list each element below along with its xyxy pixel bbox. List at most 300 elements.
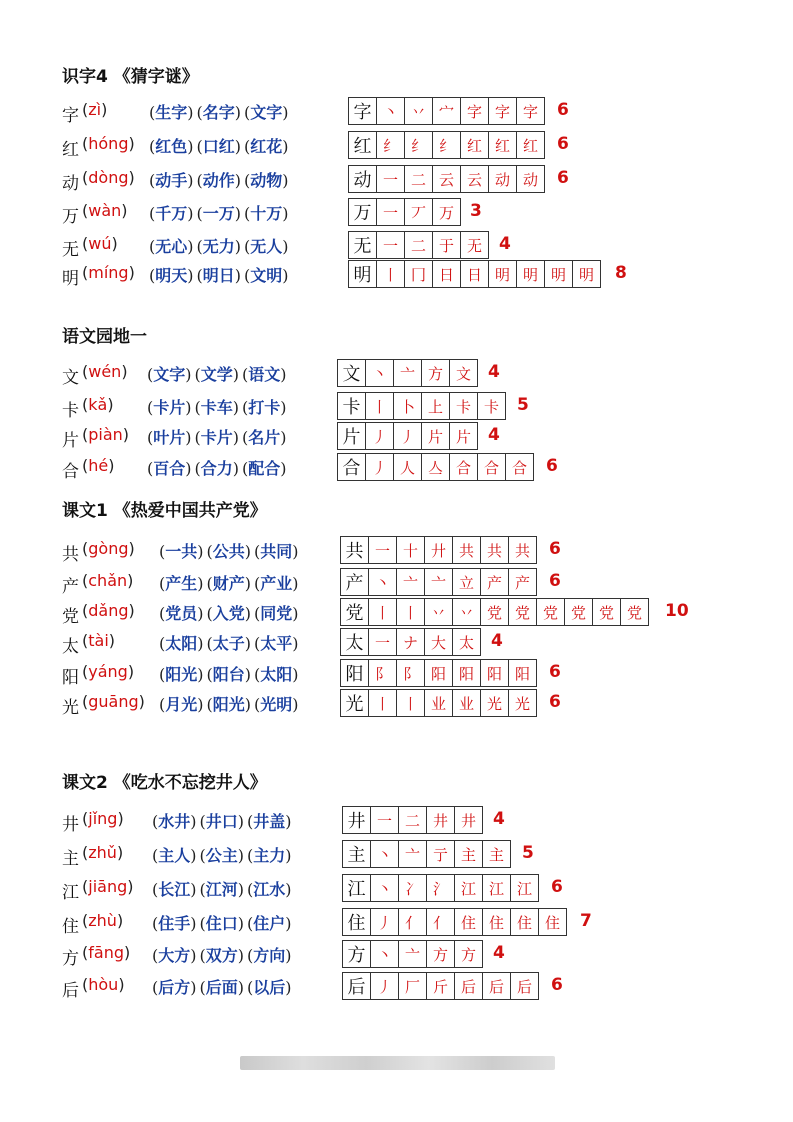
stroke-step: [405, 199, 433, 225]
stroke-step: [399, 909, 427, 935]
stroke-glyph: 厂: [404, 977, 420, 996]
stroke-grid: [342, 972, 539, 1000]
pinyin: (hé): [82, 456, 115, 475]
stroke-grid: [340, 598, 649, 626]
stroke-glyph: 业: [458, 694, 474, 713]
stroke-glyph: 立: [458, 573, 474, 592]
grid-char: [349, 166, 377, 192]
hanzi: 动: [62, 174, 79, 194]
stroke-glyph: 阳: [345, 664, 364, 685]
hanzi: 卡: [62, 401, 79, 421]
hanzi: 共: [62, 545, 79, 565]
stroke-count: 4: [499, 234, 511, 254]
word-list: (主人) (公主) (主力): [152, 846, 292, 865]
pinyin-text: tài: [88, 631, 109, 650]
stroke-step: [425, 599, 453, 625]
stroke-grid: [342, 840, 511, 868]
stroke-step: [483, 973, 511, 999]
stroke-step: [397, 629, 425, 655]
stroke-step: [517, 98, 545, 124]
word: 文字: [153, 365, 186, 384]
stroke-step: [539, 909, 567, 935]
word-list: (住手) (住口) (住户): [152, 914, 292, 933]
stroke-step: [489, 261, 517, 287]
stroke-glyph: 字: [466, 102, 482, 121]
stroke-step: [489, 98, 517, 124]
stroke-glyph: 光: [486, 694, 502, 713]
stroke-glyph: 字: [494, 102, 510, 121]
word: 大方: [158, 946, 191, 965]
stroke-count: 6: [557, 134, 569, 154]
stroke-glyph: 红: [522, 136, 538, 155]
pinyin: (jǐng): [82, 809, 124, 828]
stroke-step: [593, 599, 621, 625]
stroke-step: [455, 807, 483, 833]
stroke-glyph: 丶: [376, 845, 392, 864]
stroke-glyph: 住: [516, 913, 532, 932]
stroke-glyph: 丷: [430, 603, 446, 622]
stroke-glyph: 日: [438, 265, 454, 284]
stroke-step: [481, 537, 509, 563]
word: 生字: [155, 103, 188, 122]
pinyin-text: dǎng: [88, 601, 129, 620]
word: 同党: [260, 604, 293, 623]
word-list: (月光) (阳光) (光明): [159, 695, 299, 714]
char-row: [62, 908, 762, 938]
pinyin: (jiāng): [82, 877, 134, 896]
stroke-glyph: 丶: [374, 573, 390, 592]
stroke-glyph: 云: [466, 170, 482, 189]
word: 名片: [248, 428, 281, 447]
stroke-glyph: 太: [458, 633, 474, 652]
stroke-glyph: 一: [374, 541, 390, 560]
word: 配合: [248, 459, 281, 478]
grid-char: [343, 909, 371, 935]
stroke-glyph: 井: [347, 811, 366, 832]
stroke-step: [371, 875, 399, 901]
stroke-glyph: 二: [410, 170, 426, 189]
word: 红色: [155, 137, 188, 156]
grid-char: [338, 393, 366, 419]
char-row: [62, 231, 762, 261]
char-row: [62, 165, 762, 195]
stroke-glyph: 卡: [342, 397, 361, 418]
word: 后面: [205, 978, 238, 997]
hanzi: 党: [62, 607, 79, 627]
stroke-step: [453, 690, 481, 716]
stroke-step: [405, 98, 433, 124]
stroke-step: [450, 360, 478, 386]
hanzi: 红: [62, 140, 79, 160]
word-list: (党员) (入党) (同党): [159, 604, 299, 623]
stroke-glyph: 丨: [402, 603, 418, 622]
stroke-count: 6: [551, 877, 563, 897]
stroke-step: [481, 569, 509, 595]
stroke-glyph: 动: [494, 170, 510, 189]
stroke-glyph: 一: [382, 170, 398, 189]
stroke-glyph: 卡: [455, 397, 471, 416]
word: 名字: [202, 103, 235, 122]
stroke-step: [565, 599, 593, 625]
char-row: [62, 940, 762, 970]
stroke-glyph: 一: [376, 811, 392, 830]
word-list: (水井) (井口) (井盖): [152, 812, 292, 831]
pinyin-text: zhǔ: [88, 843, 117, 862]
word: 公主: [205, 846, 238, 865]
word: 无力: [202, 237, 235, 256]
stroke-glyph: 片: [455, 427, 471, 446]
stroke-step: [433, 232, 461, 258]
stroke-grid: [337, 453, 534, 481]
stroke-step: [489, 166, 517, 192]
stroke-glyph: 党: [345, 603, 364, 624]
stroke-glyph: 住: [347, 913, 366, 934]
pinyin-text: zì: [88, 100, 102, 119]
stroke-grid: [348, 97, 545, 125]
pinyin-text: jǐng: [88, 809, 118, 828]
stroke-step: [371, 841, 399, 867]
stroke-step: [453, 537, 481, 563]
stroke-glyph: 合: [483, 458, 499, 477]
stroke-glyph: 丿: [399, 427, 415, 446]
stroke-step: [371, 909, 399, 935]
hanzi: 合: [62, 462, 79, 482]
stroke-step: [425, 569, 453, 595]
pinyin: (hòu): [82, 975, 125, 994]
stroke-glyph: 党: [570, 603, 586, 622]
stroke-count: 6: [546, 456, 558, 476]
stroke-step: [483, 841, 511, 867]
stroke-step: [371, 941, 399, 967]
grid-char: [341, 599, 369, 625]
stroke-count: 3: [470, 201, 482, 221]
hanzi: 无: [62, 240, 79, 260]
stroke-step: [483, 909, 511, 935]
stroke-step: [394, 360, 422, 386]
stroke-glyph: 明: [353, 265, 372, 286]
stroke-glyph: 动: [522, 170, 538, 189]
stroke-step: [517, 166, 545, 192]
stroke-glyph: 住: [488, 913, 504, 932]
stroke-glyph: 亠: [404, 945, 420, 964]
hanzi: 字: [62, 106, 79, 126]
stroke-count: 6: [549, 571, 561, 591]
stroke-step: [455, 909, 483, 935]
stroke-glyph: 冫: [404, 879, 420, 898]
grid-char: [343, 841, 371, 867]
grid-char: [341, 690, 369, 716]
pinyin-text: piàn: [88, 425, 123, 444]
stroke-glyph: 后: [460, 977, 476, 996]
stroke-glyph: 片: [427, 427, 443, 446]
stroke-step: [489, 132, 517, 158]
word: 主人: [158, 846, 191, 865]
stroke-step: [433, 98, 461, 124]
stroke-step: [399, 807, 427, 833]
word: 太阳: [260, 665, 293, 684]
word: 住户: [253, 914, 286, 933]
word: 太平: [260, 634, 293, 653]
pinyin-text: wén: [88, 362, 122, 381]
stroke-glyph: 后: [488, 977, 504, 996]
stroke-step: [453, 599, 481, 625]
stroke-grid: [337, 359, 478, 387]
word: 动手: [155, 171, 188, 190]
stroke-glyph: 日: [466, 265, 482, 284]
stroke-step: [405, 132, 433, 158]
stroke-step: [481, 660, 509, 686]
stroke-step: [509, 599, 537, 625]
stroke-glyph: 业: [430, 694, 446, 713]
word: 红花: [250, 137, 283, 156]
stroke-glyph: 云: [438, 170, 454, 189]
stroke-glyph: 丶: [382, 102, 398, 121]
stroke-glyph: 井: [432, 811, 448, 830]
char-row: [62, 260, 762, 290]
stroke-grid: [340, 689, 537, 717]
stroke-glyph: 方: [427, 364, 443, 383]
stroke-step: [377, 232, 405, 258]
hanzi: 江: [62, 883, 79, 903]
stroke-glyph: 氵: [432, 879, 448, 898]
stroke-count: 4: [488, 362, 500, 382]
stroke-glyph: 主: [488, 845, 504, 864]
pinyin-text: hòu: [88, 975, 119, 994]
word: 财产: [212, 574, 245, 593]
stroke-glyph: 主: [347, 845, 366, 866]
pinyin: (gòng): [82, 539, 135, 558]
stroke-glyph: 亻: [432, 913, 448, 932]
stroke-step: [369, 690, 397, 716]
grid-char: [349, 199, 377, 225]
stroke-glyph: 产: [345, 573, 364, 594]
word: 文学: [200, 365, 233, 384]
char-row: [62, 840, 762, 870]
stroke-step: [511, 909, 539, 935]
stroke-count: 7: [580, 911, 592, 931]
stroke-step: [461, 166, 489, 192]
stroke-step: [573, 261, 601, 287]
stroke-glyph: 丶: [376, 945, 392, 964]
stroke-step: [377, 261, 405, 287]
word: 口红: [202, 137, 235, 156]
stroke-step: [397, 690, 425, 716]
stroke-step: [422, 423, 450, 449]
word: 以后: [253, 978, 286, 997]
stroke-count: 6: [549, 539, 561, 559]
stroke-count: 5: [517, 395, 529, 415]
word: 共同: [260, 542, 293, 561]
stroke-step: [461, 261, 489, 287]
stroke-step: [481, 599, 509, 625]
word-list: (百合) (合力) (配合): [147, 459, 287, 478]
stroke-glyph: 亻: [404, 913, 420, 932]
word: 阳台: [212, 665, 245, 684]
stroke-grid: [337, 392, 506, 420]
stroke-glyph: 丨: [402, 694, 418, 713]
word: 语文: [248, 365, 281, 384]
pinyin-text: jiāng: [88, 877, 128, 896]
grid-char: [343, 875, 371, 901]
stroke-glyph: 丨: [374, 603, 390, 622]
stroke-step: [461, 232, 489, 258]
stroke-glyph: 一: [374, 633, 390, 652]
stroke-glyph: 丷: [458, 603, 474, 622]
word: 一共: [165, 542, 198, 561]
stroke-glyph: 一: [382, 236, 398, 255]
stroke-glyph: 井: [460, 811, 476, 830]
word-list: (文字) (文学) (语文): [147, 365, 287, 384]
char-row: [62, 97, 762, 127]
stroke-glyph: 上: [427, 397, 443, 416]
hanzi: 万: [62, 207, 79, 227]
stroke-count: 4: [493, 943, 505, 963]
char-row: [62, 568, 762, 598]
stroke-count: 6: [549, 692, 561, 712]
grid-char: [349, 261, 377, 287]
stroke-glyph: 阳: [458, 664, 474, 683]
stroke-glyph: 阳: [486, 664, 502, 683]
stroke-glyph: 二: [404, 811, 420, 830]
stroke-count: 10: [665, 601, 689, 621]
stroke-step: [366, 393, 394, 419]
stroke-step: [453, 660, 481, 686]
stroke-glyph: 主: [460, 845, 476, 864]
stroke-grid: [348, 260, 601, 288]
stroke-step: [405, 166, 433, 192]
stroke-glyph: 廾: [430, 541, 446, 560]
word: 公共: [212, 542, 245, 561]
stroke-glyph: 住: [544, 913, 560, 932]
pinyin: (guāng): [82, 692, 145, 711]
word: 月光: [165, 695, 198, 714]
stroke-glyph: 卜: [399, 397, 415, 416]
pinyin-text: yáng: [88, 662, 128, 681]
stroke-grid: [337, 422, 478, 450]
pinyin: (míng): [82, 263, 135, 282]
stroke-glyph: 党: [542, 603, 558, 622]
word: 住口: [205, 914, 238, 933]
stroke-count: 5: [522, 843, 534, 863]
word-list: (后方) (后面) (以后): [152, 978, 292, 997]
stroke-step: [397, 660, 425, 686]
stroke-glyph: 党: [514, 603, 530, 622]
pinyin: (piàn): [82, 425, 130, 444]
section-title: 识字4 《猜字谜》: [62, 67, 199, 87]
word-list: (卡片) (卡车) (打卡): [147, 398, 287, 417]
pinyin: (wú): [82, 234, 118, 253]
stroke-glyph: 二: [410, 236, 426, 255]
word-list: (叶片) (卡片) (名片): [147, 428, 287, 447]
stroke-glyph: 合: [511, 458, 527, 477]
word: 长江: [158, 880, 191, 899]
word-list: (生字) (名字) (文字): [149, 103, 289, 122]
stroke-step: [399, 841, 427, 867]
pinyin-text: dòng: [88, 168, 129, 187]
word: 后方: [158, 978, 191, 997]
stroke-grid: [340, 568, 537, 596]
stroke-step: [455, 841, 483, 867]
stroke-step: [509, 690, 537, 716]
stroke-glyph: 光: [345, 694, 364, 715]
stroke-step: [433, 199, 461, 225]
stroke-step: [453, 629, 481, 655]
word: 太子: [212, 634, 245, 653]
pinyin-text: guāng: [88, 692, 139, 711]
word: 太阳: [165, 634, 198, 653]
stroke-step: [394, 454, 422, 480]
stroke-step: [371, 973, 399, 999]
hanzi: 明: [62, 269, 79, 289]
stroke-glyph: 冂: [410, 265, 426, 284]
word: 无人: [250, 237, 283, 256]
stroke-glyph: 亠: [402, 573, 418, 592]
pinyin: (dǎng): [82, 601, 135, 620]
word: 江河: [205, 880, 238, 899]
stroke-glyph: 阳: [514, 664, 530, 683]
pinyin: (wàn): [82, 201, 128, 220]
stroke-step: [397, 569, 425, 595]
stroke-glyph: 纟: [438, 136, 454, 155]
stroke-step: [461, 98, 489, 124]
word: 光明: [260, 695, 293, 714]
stroke-count: 4: [488, 425, 500, 445]
grid-char: [341, 660, 369, 686]
stroke-step: [369, 660, 397, 686]
word: 卡片: [153, 398, 186, 417]
pinyin: (wén): [82, 362, 128, 381]
word-list: (红色) (口红) (红花): [149, 137, 289, 156]
char-row: [62, 198, 762, 228]
stroke-glyph: 丶: [371, 364, 387, 383]
stroke-grid: [342, 874, 539, 902]
pinyin: (yáng): [82, 662, 135, 681]
pinyin: (tài): [82, 631, 116, 650]
stroke-step: [405, 261, 433, 287]
stroke-glyph: 十: [402, 541, 418, 560]
stroke-glyph: 文: [342, 364, 361, 385]
stroke-glyph: 产: [486, 573, 502, 592]
word-list: (一共) (公共) (共同): [159, 542, 299, 561]
word-list: (长江) (江河) (江水): [152, 880, 292, 899]
pinyin-text: gòng: [88, 539, 129, 558]
stroke-step: [427, 807, 455, 833]
stroke-step: [517, 132, 545, 158]
stroke-glyph: 丷: [410, 102, 426, 121]
stroke-glyph: 丶: [376, 879, 392, 898]
stroke-step: [405, 232, 433, 258]
grid-char: [341, 569, 369, 595]
word-list: (动手) (动作) (动物): [149, 171, 289, 190]
stroke-glyph: 片: [342, 427, 361, 448]
stroke-glyph: 丨: [382, 265, 398, 284]
word: 文明: [250, 266, 283, 285]
char-row: [62, 392, 762, 422]
stroke-step: [450, 454, 478, 480]
stroke-glyph: 大: [430, 633, 446, 652]
stroke-glyph: 方: [460, 945, 476, 964]
stroke-step: [397, 599, 425, 625]
stroke-step: [369, 629, 397, 655]
stroke-glyph: 党: [598, 603, 614, 622]
stroke-step: [517, 261, 545, 287]
pinyin: (kǎ): [82, 395, 114, 414]
stroke-glyph: 丨: [371, 397, 387, 416]
stroke-glyph: 住: [460, 913, 476, 932]
word: 打卡: [248, 398, 281, 417]
stroke-grid: [340, 536, 537, 564]
char-row: [62, 689, 762, 719]
